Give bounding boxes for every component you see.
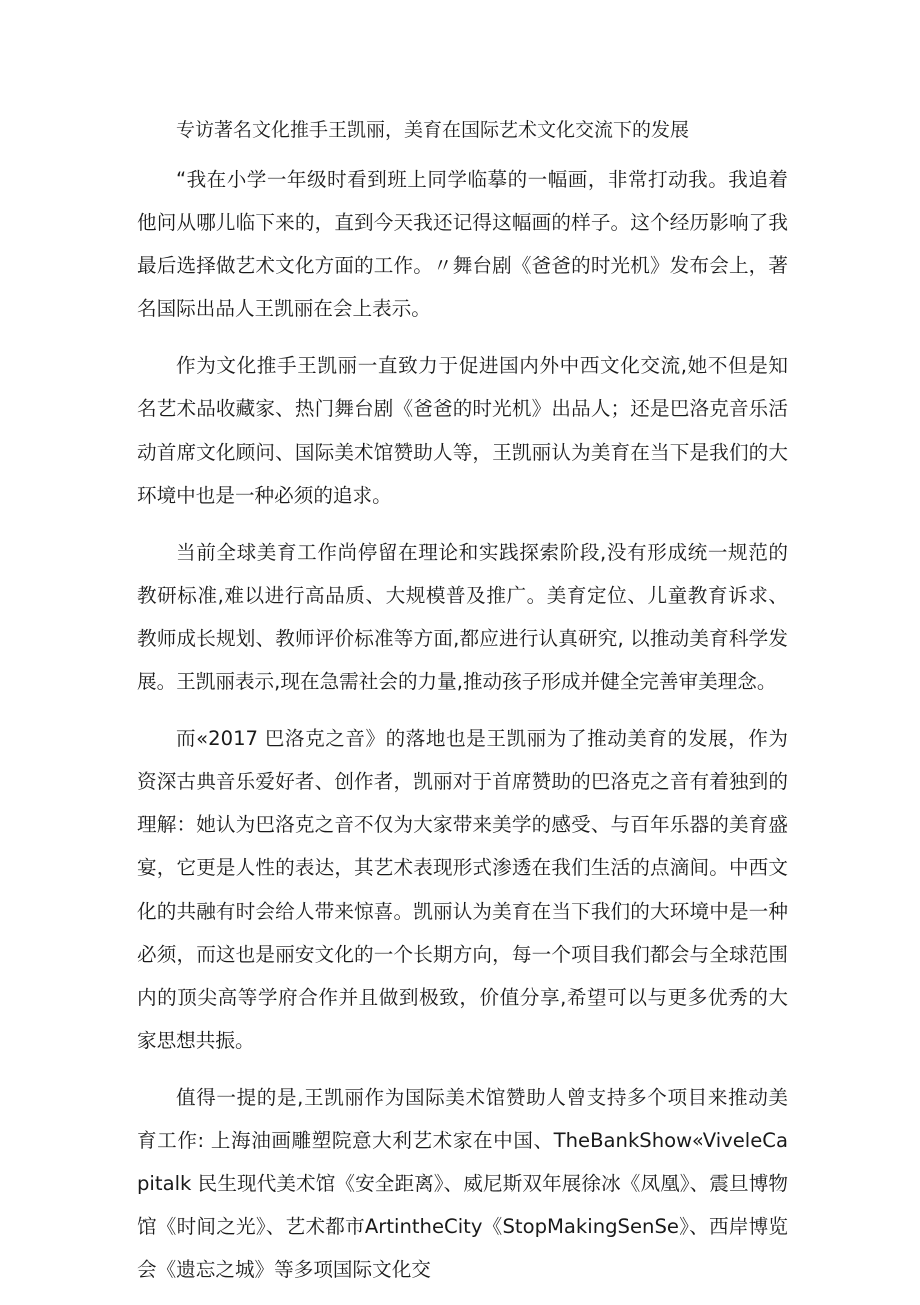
paragraph: “我在小学一年级时看到班上同学临摹的一幅画，非常打动我。我追着他问从哪儿临下来的，直到今天我还记得这幅画的样子。这个经历影响了我最后选择做艺术文化方面的工作。〃舞台剧《爸爸的时光机》发布会上，著名国际出品人王凯丽在会上表示。 bbox=[137, 168, 788, 321]
paragraph: 而«2017 巴洛克之音》的落地也是王凯丽为了推动美育的发展，作为资深古典音乐爱好者、创作者，凯丽对于首席赞助的巴洛克之音有着独到的理解：她认为巴洛克之音不仅为大家带来美学的感受、与百年乐器的美育盛宴，它更是人性的表达，其艺术表现形式渗透在我们生活的点滴间。中西文化的共融有时会给人带来惊喜。凯丽认为美育在当下我们的大环境中是一种必须，而这也是丽安文化的一个长期方向，每一个项目我们都会与全球范围内的顶尖高等学府合作并且做到极致，价值分享,希望可以与更多优秀的大家思想共振。 bbox=[137, 727, 788, 1052]
article-body bbox=[137, 158, 788, 1305]
paragraph: 当前全球美育工作尚停留在理论和实践探索阶段,没有形成统一规范的教研标准,难以进行高品质、大规模普及推广。美育定位、儿童教育诉求、教师成长规划、教师评价标准等方面,都应进行认真研究, 以推动美育科学发展。王凯丽表示,现在急需社会的力量,推动孩子形成并健全完善审美理念。 bbox=[137, 540, 788, 694]
article-title: 专访著名文化推手王凯丽，美育在国际艺术文化交流下的发展 bbox=[176, 119, 690, 141]
paragraph: 作为文化推手王凯丽一直致力于促进国内外中西文化交流,她不但是知名艺术品收藏家、热门舞台剧《爸爸的时光机》出品人；还是巴洛克音乐活动首席文化顾问、国际美术馆赞助人等，王凯丽认为美育在当下是我们的大环境中也是一种必须的追求。 bbox=[137, 354, 788, 507]
paragraph: 值得一提的是,王凯丽作为国际美术馆赞助人曾支持多个项目来推动美育工作: 上海油画雕塑院意大利艺术家在中国、TheBankShow«VivelеCapitalk 民生现代美术馆《安全距离》、威尼斯双年展徐冰《凤凰》、震旦博物馆《时间之光》、艺术都市ArtintheCity《StopMakingSenSe》、西岸博览会《遗忘之城》等多项国际文化交 bbox=[137, 1085, 788, 1282]
